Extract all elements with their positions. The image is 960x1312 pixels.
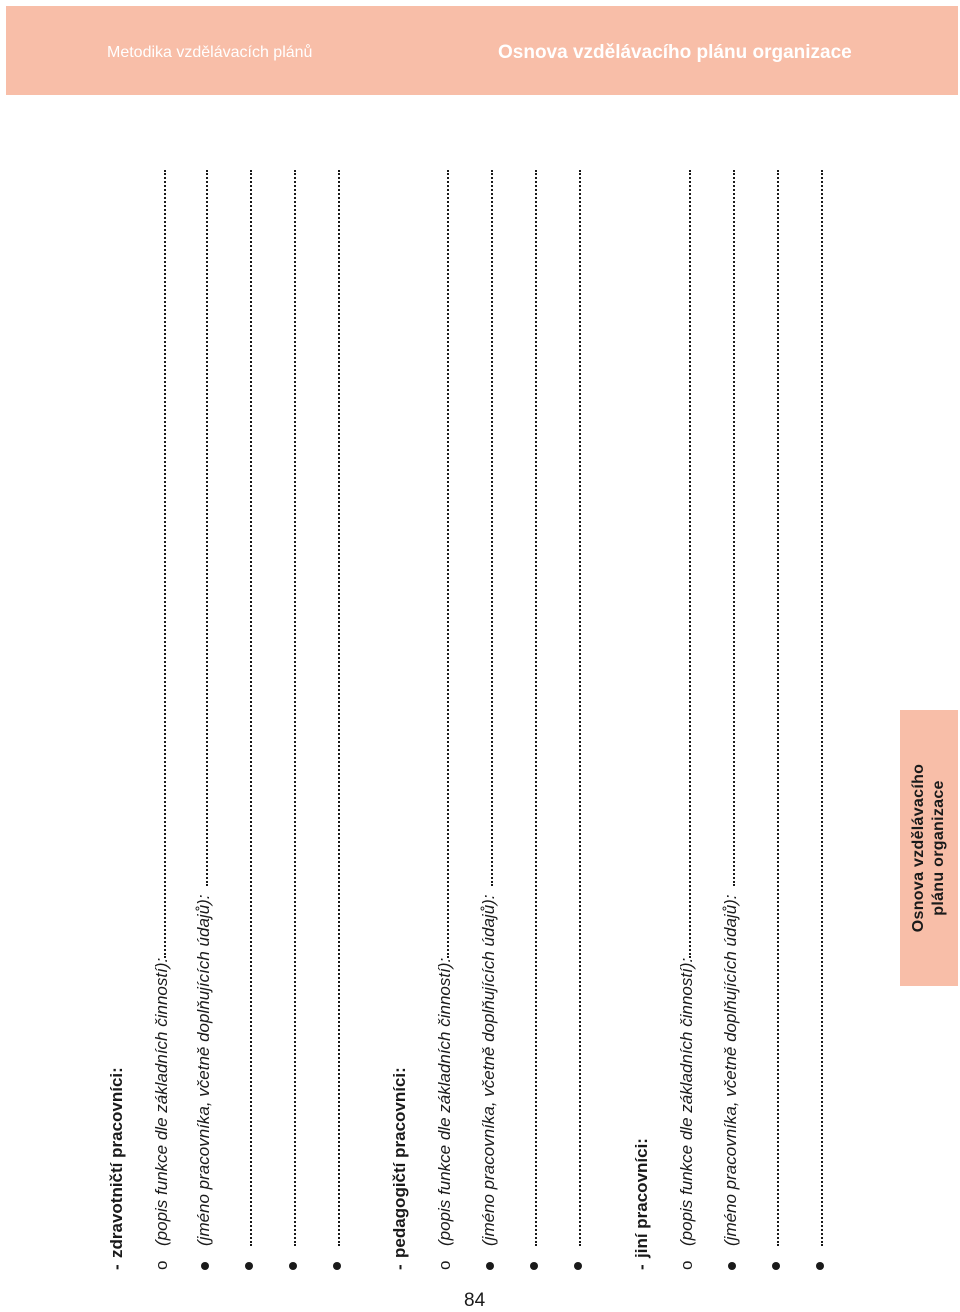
blank-row — [228, 170, 258, 1270]
circle-marker: o — [677, 1260, 696, 1270]
bullet-icon — [728, 1262, 736, 1270]
function-row — [142, 170, 172, 1270]
person-row — [469, 170, 499, 1270]
circle-marker: o — [152, 1260, 171, 1270]
fill-line[interactable] — [250, 170, 252, 1246]
fill-line[interactable] — [821, 170, 823, 1246]
function-row — [667, 170, 697, 1270]
function-label: (popis funkce dle základních činností): — [152, 957, 171, 1246]
fill-line[interactable] — [294, 170, 296, 1246]
section-heading: jiní pracovníci: — [632, 1138, 651, 1258]
side-tab-line-2: plánu organizace — [930, 780, 947, 916]
side-tab-label — [909, 713, 949, 983]
section-heading: pedagogičtí pracovníci: — [390, 1067, 409, 1258]
bullet-icon — [333, 1262, 341, 1270]
bullet-icon — [530, 1262, 538, 1270]
section-heading-row — [622, 170, 652, 1270]
function-row — [425, 170, 455, 1270]
blank-row — [316, 170, 346, 1270]
bullet-icon — [816, 1262, 824, 1270]
blank-row — [272, 170, 302, 1270]
fill-line[interactable] — [733, 170, 735, 886]
header-section-title: Metodika vzdělávacích plánů — [107, 44, 313, 61]
bullet-icon — [245, 1262, 253, 1270]
side-tab-line-1: Osnova vzdělávacího — [910, 763, 927, 933]
bullet-icon — [289, 1262, 297, 1270]
fill-line[interactable] — [777, 170, 779, 1246]
chapter-side-tab — [900, 710, 958, 986]
fill-line[interactable] — [535, 170, 537, 1246]
person-row — [711, 170, 741, 1270]
circle-marker: o — [435, 1260, 454, 1270]
form-content — [95, 170, 855, 1270]
fill-line[interactable] — [164, 170, 166, 958]
bullet-icon — [486, 1262, 494, 1270]
blank-row — [557, 170, 587, 1270]
bullet-icon — [772, 1262, 780, 1270]
dash-marker: - — [632, 1264, 651, 1270]
function-label: (popis funkce dle základních činností): — [677, 957, 696, 1246]
fill-line[interactable] — [491, 170, 493, 886]
section-heading-row — [97, 170, 127, 1270]
dash-marker: - — [390, 1264, 409, 1270]
person-label: (jméno pracovníka, včetně doplňujících údajů): — [479, 894, 498, 1246]
dash-marker: - — [107, 1264, 126, 1270]
person-label: (jméno pracovníka, včetně doplňujících údajů): — [721, 894, 740, 1246]
person-label: (jméno pracovníka, včetně doplňujících údajů): — [194, 894, 213, 1246]
fill-line[interactable] — [206, 170, 208, 886]
page-number: 84 — [464, 1290, 486, 1311]
fill-line[interactable] — [338, 170, 340, 1246]
fill-line[interactable] — [579, 170, 581, 1246]
header-chapter-title: Osnova vzdělávacího plánu organizace — [498, 42, 852, 63]
person-row — [184, 170, 214, 1270]
blank-row — [755, 170, 785, 1270]
function-label: (popis funkce dle základních činností): — [435, 957, 454, 1246]
section-heading: zdravotničtí pracovníci: — [107, 1067, 126, 1258]
fill-line[interactable] — [447, 170, 449, 958]
blank-row — [799, 170, 829, 1270]
bullet-icon — [201, 1262, 209, 1270]
blank-row — [513, 170, 543, 1270]
bullet-icon — [574, 1262, 582, 1270]
section-heading-row — [380, 170, 410, 1270]
fill-line[interactable] — [689, 170, 691, 958]
